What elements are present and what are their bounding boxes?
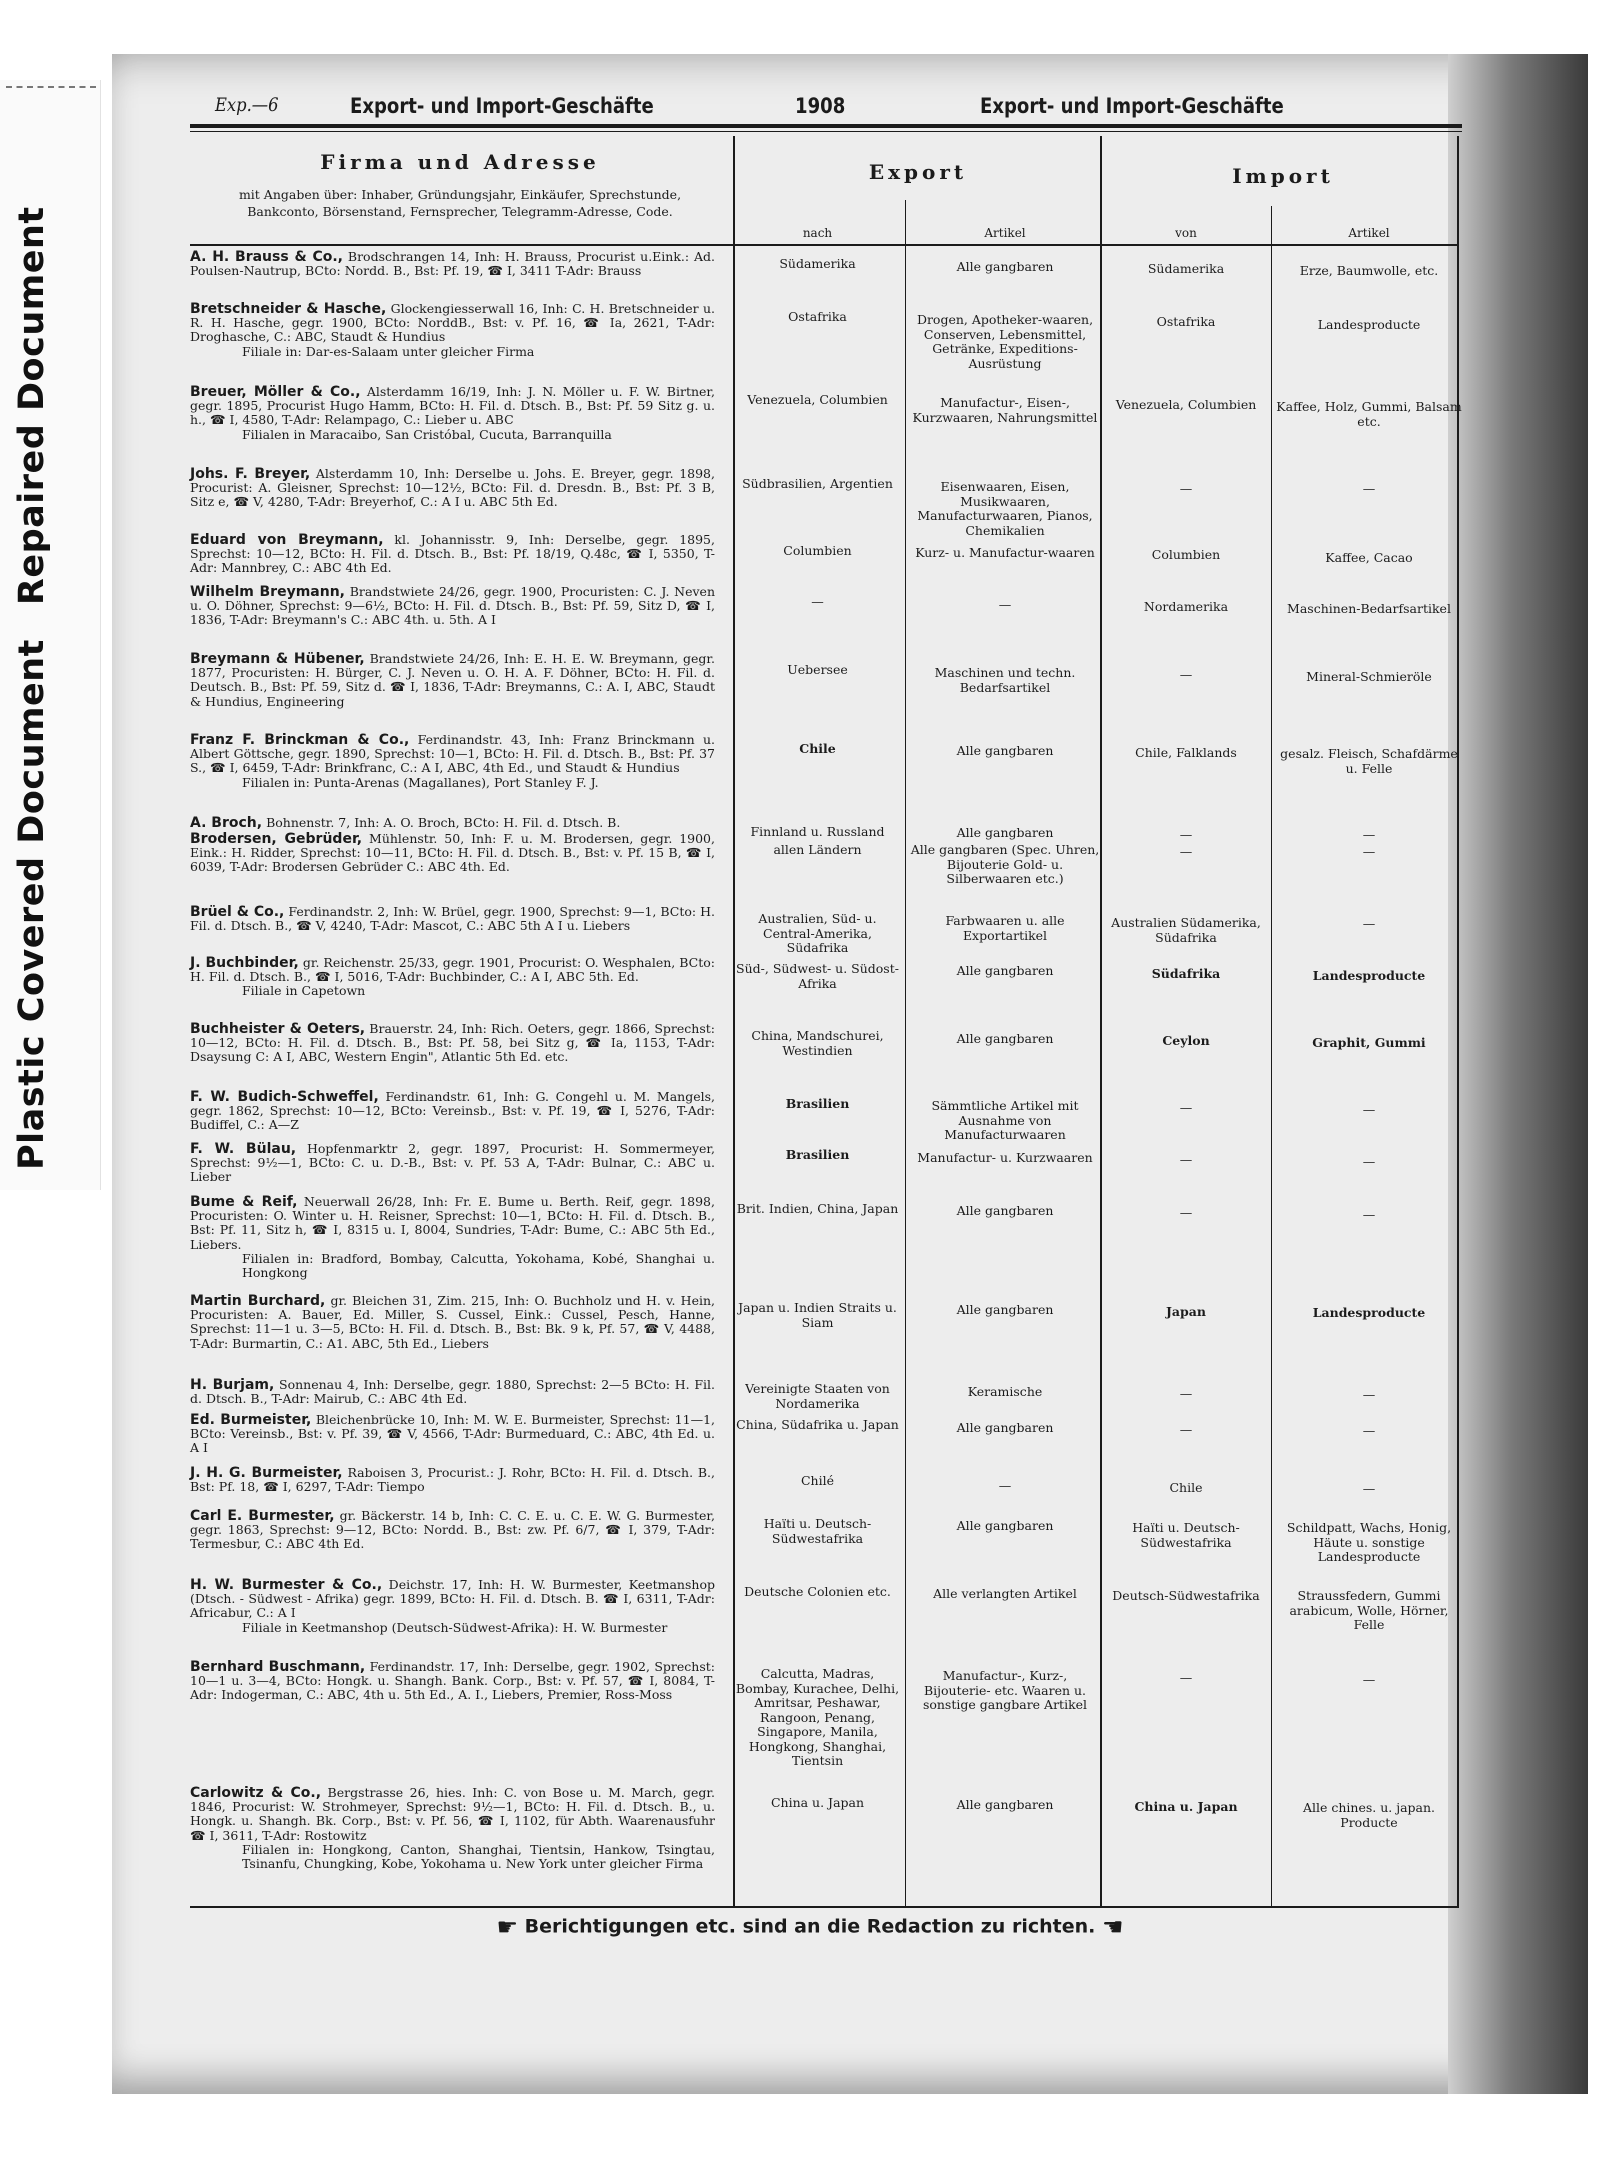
export-artikel: — [998,1478,1012,1493]
header-firma: Firma und Adresse [320,150,600,174]
firm-name: Buchheister & Oeters, [190,1021,366,1037]
export-nach: Calcutta, Madras, Bombay, Kurachee, Delhi, Amritsar, Peshawar, Rangoon, Penang, Singapore, Manila, Hongkong, Shanghai, Tientsin [735,1666,900,1768]
import-artikel: Landesproducte [1317,317,1421,332]
export-artikel: Alle verlangten Artikel [933,1586,1077,1601]
entry-firma [190,956,715,999]
import-artikel: Landesproducte [1312,968,1426,983]
entry-firma [190,1195,715,1280]
firm-details: Alsterdamm 16/19, Inh: J. N. Möller u. F. W. Birtner, gegr. 1895, Procurist Hugo Hamm, BCto: H. Fil. d. Dtsch. B., Bst: Pf. 59 Sitz g. u. h., ☎ I, 4580, T-Adr: Relampago, C.: Lieber u. ABC [190,384,715,428]
import-artikel: — [1362,1672,1376,1687]
header-firma-sub [190,186,730,220]
import-von: Haïti u. Deutsch-Südwestafrika [1132,1520,1240,1550]
export-artikel: Keramische [967,1384,1043,1399]
firm-details: Brodschrangen 14, Inh: H. Brauss, Procurist u.Eink.: Ad. Poulsen-Nautrup, BCto: Nordd. B., Bst: Pf. 19, ☎ I, 3411 T-Adr: Brauss [190,249,715,279]
export-nach: allen Ländern [773,842,862,857]
import-von: — [1179,481,1193,496]
firm-name: A. Broch, [190,815,263,831]
import-artikel: — [1362,1387,1376,1402]
import-von: Columbien [1151,547,1221,562]
export-artikel: Farbwaaren u. alle Exportartikel [945,913,1065,943]
export-artikel: Maschinen und techn. Bedarfsartikel [934,665,1076,695]
import-von: Ostafrika [1156,314,1216,329]
import-artikel: — [1362,1154,1376,1169]
firm-details: Ferdinandstr. 2, Inh: W. Brüel, gegr. 1900, Sprechst: 9—1, BCto: H. Fil. d. Dtsch. B., ☎ V, 4240, T-Adr: Mascot, C.: ABC 5th A I u. Liebers [190,904,715,934]
import-von: Venezuela, Columbien [1115,397,1257,412]
firm-details: Bergstrasse 26, hies. Inh: C. von Bose u. M. March, gegr. 1846, Procurist: W. Strohmeyer, Sprechst: 9½—1, BCto: H. Fil. d. Dtsch. B., u. Hongk. u. Shangh. Bk. Corp., Bst: v. Pf. 56, ☎ I, 1102, für Abth. Waarenausfuhr ☎ I, 3611, T-Adr: Rostowitz [190,1785,715,1843]
header-bottom-rule [190,244,1458,246]
export-nach: Australien, Süd- u. Central-Amerika, Südafrika [758,911,877,955]
book-gutter-edge [1448,54,1588,2094]
header-firma-sub-2: Bankconto, Börsenstand, Fernsprecher, Telegramm-Adresse, Code. [247,204,673,219]
firm-name: A. H. Brauss & Co., [190,249,343,265]
export-nach: Venezuela, Columbien [747,392,888,407]
export-artikel: Alle gangbaren [956,1797,1054,1812]
running-head [190,94,1460,126]
export-nach: — [811,594,824,609]
export-artikel: Eisenwaaren, Eisen, Musikwaaren, Manufacturwaaren, Pianos, Chemikalien [917,479,1093,538]
import-von: — [1179,827,1193,842]
entry-firma [190,533,715,576]
import-artikel: Straussfedern, Gummi arabicum, Wolle, Hörner, Felle [1289,1588,1449,1632]
entry-firma [190,1660,715,1703]
firm-name: Martin Burchard, [190,1293,326,1309]
import-von: Südamerika [1147,261,1225,276]
firm-name: Breuer, Möller & Co., [190,384,361,400]
header-artikel-import: Artikel [1348,226,1390,240]
export-nach: Vereinigte Staaten von Nordamerika [745,1381,890,1411]
import-artikel: Landesproducte [1312,1305,1426,1320]
firm-name: Carl E. Burmester, [190,1508,335,1524]
header-rule-thin [190,131,1462,132]
firm-details: Neuerwall 26/28, Inh: Fr. E. Bume u. Berth. Reif, gegr. 1898, Procuristen: O. Winter u. H. Reisner, Sprechst: 10—1, BCto: H. Fil. d. Dtsch. B., Bst: Pf. 11, Sitz h, ☎ I, 8315 u. I, 8004, Sundries, T-Adr: Bume, C.: ABC 5th Ed., Liebers. [190,1194,715,1252]
import-artikel: — [1362,1207,1376,1222]
firm-details: Alsterdamm 10, Inh: Derselbe u. Johs. E. Breyer, gegr. 1898, Procurist: A. Gleisner, Sprechst: 10—12½, BCto: Fil. d. Dresdn. B., Bst: Pf. 3 B, Sitz e, ☎ V, 4280, T-Adr: Breyerhof, C.: A I u. ABC 5th Ed. [190,466,715,510]
export-nach: China, Südafrika u. Japan [736,1417,899,1432]
firm-name: Eduard von Breymann, [190,532,384,548]
import-artikel: — [1362,844,1376,859]
firm-details: Bohnenstr. 7, Inh: A. O. Broch, BCto: H. Fil. d. Dtsch. B. [266,815,621,830]
firm-branches: Filiale in Capetown [242,983,366,999]
export-nach: Südbrasilien, Argentien [742,476,893,491]
entry-firma [190,832,715,875]
import-von: Ceylon [1162,1033,1210,1048]
import-artikel: — [1362,1423,1376,1438]
entry-firma [190,1090,715,1133]
firm-branches: Filialen in: Punta-Arenas (Magallanes), Port Stanley F. J. [242,774,599,790]
firm-details: Mühlenstr. 50, Inh: F. u. M. Brodersen, gegr. 1900, Eink.: H. Ridder, Sprechst: 10—11, BCto: H. Fil. d. Dtsch. B., Bst: v. Pf. 15 B, ☎ I, 6039, T-Adr: Brodersen Gebrüder C.: ABC 4th. Ed. [190,831,715,875]
firm-name: Brodersen, Gebrüder, [190,831,363,847]
firm-name: H. W. Burmester & Co., [190,1577,383,1593]
export-nach: Süd-, Südwest- u. Südost-Afrika [736,961,899,991]
entry-firma [190,733,715,790]
import-artikel: — [1362,481,1376,496]
export-artikel: Drogen, Apotheker-waaren, Conserven, Lebensmittel, Getränke, Expeditions-Ausrüstung [916,312,1094,371]
export-artikel: Alle gangbaren [956,1518,1054,1533]
export-nach: Brasilien [785,1147,850,1162]
import-artikel: Maschinen-Bedarfsartikel [1287,601,1451,616]
entry-firma [190,652,715,709]
firm-details: Brandstwiete 24/26, Inh: E. H. E. W. Breymann, gegr. 1877, Procuristen: H. Bürger, C. J. Neven u. O. H. A. F. Döhner, BCto: H. Fil. d. Deutsch. B., Bst: Pf. 59, Sitz d. ☎ I, 1836, T-Adr: Breymanns, C.: A. I, ABC, Staudt & Hundius, Engineering [190,651,715,709]
firm-name: F. W. Bülau, [190,1141,297,1157]
entry-firma [190,302,715,359]
column-divider [1271,206,1272,1908]
side-label-plastic: Plastic Covered Document [12,639,52,1170]
firm-name: J. H. G. Burmeister, [190,1465,343,1481]
export-artikel: Alle gangbaren [956,825,1054,840]
firm-details: Deichstr. 17, Inh: H. W. Burmester, Keetmanshop (Dtsch. - Südwest - Afrika) gegr. 1899, BCto: H. Fil. d. Dtsch. B. ☎ I, 6311, T-Adr: Africabur, C.: A I [190,1577,715,1621]
entry-firma [190,1413,715,1456]
entry-firma [190,1786,715,1871]
import-artikel: Kaffee, Cacao [1325,550,1413,565]
firm-name: Franz F. Brinckman & Co., [190,732,410,748]
import-von: Nordamerika [1143,599,1229,614]
entry-firma [190,467,715,510]
running-year: 1908 [795,94,846,118]
export-artikel: Alle gangbaren [956,1203,1054,1218]
import-von: — [1179,1152,1193,1167]
firm-name: Wilhelm Breymann, [190,584,345,600]
import-artikel: Graphit, Gummi [1312,1035,1426,1050]
header-rule [190,124,1462,128]
export-nach: Ostafrika [788,309,847,324]
firm-details: Sonnenau 4, Inh: Derselbe, gegr. 1880, Sprechst: 2—5 BCto: H. Fil. d. Dtsch. B., T-Adr: Mairub, C.: ABC 4th Ed. [190,1377,715,1407]
firm-details: Brauerstr. 24, Inh: Rich. Oeters, gegr. 1866, Sprechst: 10—12, BCto: H. Fil. d. Dtsch. B., Bst: Pf. 58, bei Sitz g, ☎ Ia, 1153, T-Adr: Dsaysung C: A I, ABC, Western Engin", Atlantic 5th Ed. etc. [190,1021,715,1065]
import-von: — [1179,1100,1193,1115]
import-von: — [1179,1670,1193,1685]
import-von: Südafrika [1151,966,1221,981]
side-label [12,172,52,1170]
export-artikel: Manufactur-, Eisen-, Kurzwaaren, Nahrungsmittel [912,395,1098,425]
firm-name: Brüel & Co., [190,904,285,920]
firm-branches: Filialen in: Hongkong, Canton, Shanghai, Tientsin, Hankow, Tsingtau, Tsinanfu, Chungking, Kobe, Yokohama u. New York unter gleicher Firma [242,1841,715,1872]
export-nach: Uebersee [787,662,848,677]
firm-name: Carlowitz & Co., [190,1785,322,1801]
firm-name: F. W. Budich-Schweffel, [190,1089,379,1105]
import-artikel: gesalz. Fleisch, Schafdärme u. Felle [1280,746,1458,776]
export-nach: Deutsche Colonien etc. [744,1584,891,1599]
running-title-right: Export- und Import-Geschäfte [980,94,1284,118]
entry-firma [190,385,715,442]
import-artikel: — [1362,916,1376,931]
firm-name: Bernhard Buschmann, [190,1659,366,1675]
entry-firma [190,816,715,830]
firm-details: Ferdinandstr. 61, Inh: G. Congehl u. M. Mangels, gegr. 1862, Sprechst: 10—12, BCto: Vereinsb., Bst: v. Pf. 19, ☎ I, 5276, T-Adr: Budiffel, C.: A—Z [190,1089,715,1133]
import-artikel: Schildpatt, Wachs, Honig, Häute u. sonstige Landesproducte [1286,1520,1452,1564]
export-artikel: Kurz- u. Manufactur-waaren [915,545,1095,560]
export-artikel: Alle gangbaren [956,259,1054,274]
firm-details: Ferdinandstr. 17, Inh: Derselbe, gegr. 1902, Sprechst: 10—1 u. 3—4, BCto: Hongk. u. Shangh. Bank. Corp., Bst: v. Pf. 57, ☎ I, 8084, T-Adr: Indogerman, C.: ABC, 4th u. 5th Ed., A. I., Liebers, Premier, Ross-Moss [190,1659,715,1703]
firm-details: Brandstwiete 24/26, gegr. 1900, Procuristen: C. J. Neven u. O. Döhner, Sprechst: 9—6½, BCto: H. Fil. d. Dtsch. B., Bst: Pf. 59, Sitz D, ☎ I, 1836, T-Adr: Breymann's C.: ABC 4th. u. 5th. A I [190,584,715,628]
firm-name: H. Burjam, [190,1377,275,1393]
firm-branches: Filiale in Keetmanshop (Deutsch-Südwest-Afrika): H. W. Burmester [242,1619,668,1635]
import-von: Australien Südamerika, Südafrika [1111,915,1261,945]
entry-firma [190,1294,715,1351]
import-von: — [1179,1422,1193,1437]
export-artikel: Alle gangbaren [956,1302,1054,1317]
firm-branches: Filialen in: Bradford, Bombay, Calcutta, Yokohama, Kobé, Shanghai u. Hongkong [242,1250,715,1281]
firm-branches: Filiale in: Dar-es-Salaam unter gleicher Firma [242,343,535,359]
export-artikel: Alle gangbaren (Spec. Uhren, Bijouterie Gold- u. Silberwaaren etc.) [910,842,1100,886]
side-label-repaired: Repaired Document [12,206,52,606]
import-von: Deutsch-Südwestafrika [1112,1588,1260,1603]
firm-details: Raboisen 3, Procurist.: J. Rohr, BCto: H. Fil. d. Dtsch. B., Bst: Pf. 18, ☎ I, 6297, T-Adr: Tiempo [190,1465,715,1495]
import-von: — [1179,1386,1193,1401]
column-divider [905,200,906,1908]
firm-details: Bleichenbrücke 10, Inh: M. W. E. Burmeister, Sprechst: 11—1, BCto: Vereinsb., Bst: v. Pf. 39, ☎ V, 4566, T-Adr: Burmeduard, C.: ABC, 4th Ed. u. A I [190,1412,715,1456]
pointing-hand-right-icon: ☛ [496,1913,519,1941]
import-artikel: — [1362,827,1376,842]
export-nach: Haïti u. Deutsch-Südwestafrika [763,1516,872,1546]
entry-firma [190,250,715,278]
import-von: Chile, Falklands [1135,745,1237,760]
export-nach: Chilé [800,1473,834,1488]
export-nach: Chile [799,741,836,756]
import-von: — [1179,1205,1193,1220]
export-nach: Brasilien [785,1096,850,1111]
export-artikel: Sämmtliche Artikel mit Ausnahme von Manufacturwaaren [931,1098,1079,1142]
entry-firma [190,905,715,933]
firm-details: gr. Reichenstr. 25/33, gegr. 1901, Procurist: O. Wesphalen, BCto: H. Fil. d. Dtsch. B., ☎ I, 5016, T-Adr: Buchbinder, C.: A I, ABC 5th. Ed. [190,955,715,985]
export-artikel: Manufactur-, Kurz-, Bijouterie- etc. Waaren u. sonstige gangbare Artikel [922,1668,1088,1712]
entry-firma [190,1578,715,1635]
firm-details: gr. Bleichen 31, Zim. 215, Inh: O. Buchholz und H. v. Hein, Procuristen: A. Bauer, Ed. Miller, S. Cussel, Eink.: Cussel, Pesch, Hanne, Sprechst: 11—1 u. 3—5, BCto: H. Fil. d. Dtsch. B., Bst: Bk. 9 k, Pf. 57, ☎ V, 4488, T-Adr: Burmartin, C.: A1. ABC, 5th Ed., Liebers [190,1293,715,1351]
footer-note [430,1913,1190,1941]
import-artikel: — [1362,1481,1376,1496]
firm-details: kl. Johannisstr. 9, Inh: Derselbe, gegr. 1895, Sprechst: 10—12, BCto: H. Fil. d. Dtsch. B., Bst: Pf. 18/19, Q.48c, ☎ I, 5350, T-Adr: Mannbrey, C.: ABC 4th Ed. [190,532,715,576]
running-title-left: Export- und Import-Geschäfte [350,94,654,118]
cut-line [6,86,96,88]
firm-details: Glockengiesserwall 16, Inh: C. H. Bretschneider u. R. H. Hasche, gegr. 1900, BCto: NorddB., Bst: v. Pf. 16, ☎ Ia, 2621, T-Adr: Droghasche, C.: ABC, Staudt & Hundius [190,301,715,345]
entry-firma [190,1509,715,1552]
export-nach: China, Mandschurei, Westindien [751,1028,884,1058]
export-artikel: — [998,597,1012,612]
pointing-hand-left-icon: ☚ [1101,1913,1124,1941]
export-nach: China u. Japan [770,1795,865,1810]
export-artikel: Manufactur- u. Kurzwaaren [917,1150,1093,1165]
import-von: Chile [1169,1480,1203,1495]
export-nach: Finnland u. Russland [750,824,885,839]
firm-branches: Filialen in Maracaibo, San Cristóbal, Cucuta, Barranquilla [242,426,612,442]
export-nach: Brit. Indien, China, Japan [736,1201,899,1216]
firm-name: J. Buchbinder, [190,955,299,971]
entry-firma [190,585,715,628]
footer-text: Berichtigungen etc. sind an die Redaction zu richten. [524,1915,1096,1938]
page-ref: Exp.—6 [215,94,279,116]
entry-firma [190,1466,715,1494]
header-export: Export [868,160,968,184]
import-von: — [1179,844,1193,859]
table-bottom-rule [190,1906,1458,1908]
export-artikel: Alle gangbaren [956,963,1054,978]
header-import: Import [1232,164,1334,188]
firm-name: Bretschneider & Hasche, [190,301,387,317]
import-von: China u. Japan [1134,1799,1238,1814]
import-artikel: Mineral-Schmieröle [1306,669,1432,684]
export-artikel: Alle gangbaren [956,743,1054,758]
export-nach: Columbien [783,543,852,558]
import-artikel: — [1362,1102,1376,1117]
firm-name: Johs. F. Breyer, [190,466,311,482]
firm-name: Ed. Burmeister, [190,1412,312,1428]
entry-firma [190,1142,715,1185]
export-nach: Südamerika [779,256,856,271]
import-von: Japan [1166,1304,1206,1319]
header-firma-sub-1: mit Angaben über: Inhaber, Gründungsjahr, Einkäufer, Sprechstunde, [238,187,682,202]
import-von: — [1179,667,1193,682]
export-artikel: Alle gangbaren [956,1420,1054,1435]
header-artikel-export: Artikel [984,226,1026,240]
export-artikel: Alle gangbaren [956,1031,1054,1046]
firm-details: Hopfenmarktr 2, gegr. 1897, Procurist: H. Sommermeyer, Sprechst: 9½—1, BCto: C. u. D.-B., Bst: v. Pf. 53 A, T-Adr: Bulnar, C.: ABC u. Lieber [190,1141,715,1185]
import-artikel: Alle chines. u. japan. Producte [1302,1800,1436,1830]
header-von: von [1175,226,1197,240]
entry-firma [190,1378,715,1406]
import-artikel: Kaffee, Holz, Gummi, Balsam etc. [1276,399,1462,429]
firm-details: Ferdinandstr. 43, Inh: Franz Brinckmann u. Albert Göttsche, gegr. 1890, Sprechst: 10—1, BCto: H. Fil. d. Dtsch. B., Bst: Pf. 37 S., ☎ I, 6459, T-Adr: Brinkfranc, C.: A I, ABC, 4th Ed., und Staudt & Hundius [190,732,715,776]
firm-name: Breymann & Hübener, [190,651,365,667]
header-nach: nach [802,226,833,240]
entry-firma [190,1022,715,1065]
firm-details: gr. Bäckerstr. 14 b, Inh: C. C. E. u. C. E. W. G. Burmester, gegr. 1863, Sprechst: 9—12, BCto: Nordd. B., Bst: zw. Pf. 6/7, ☎ I, 379, T-Adr: Termesbur, C.: ABC 4th Ed. [190,1508,715,1552]
export-nach: Japan u. Indien Straits u. Siam [738,1300,897,1330]
import-artikel: Erze, Baumwolle, etc. [1299,263,1439,278]
firm-name: Bume & Reif, [190,1194,298,1210]
